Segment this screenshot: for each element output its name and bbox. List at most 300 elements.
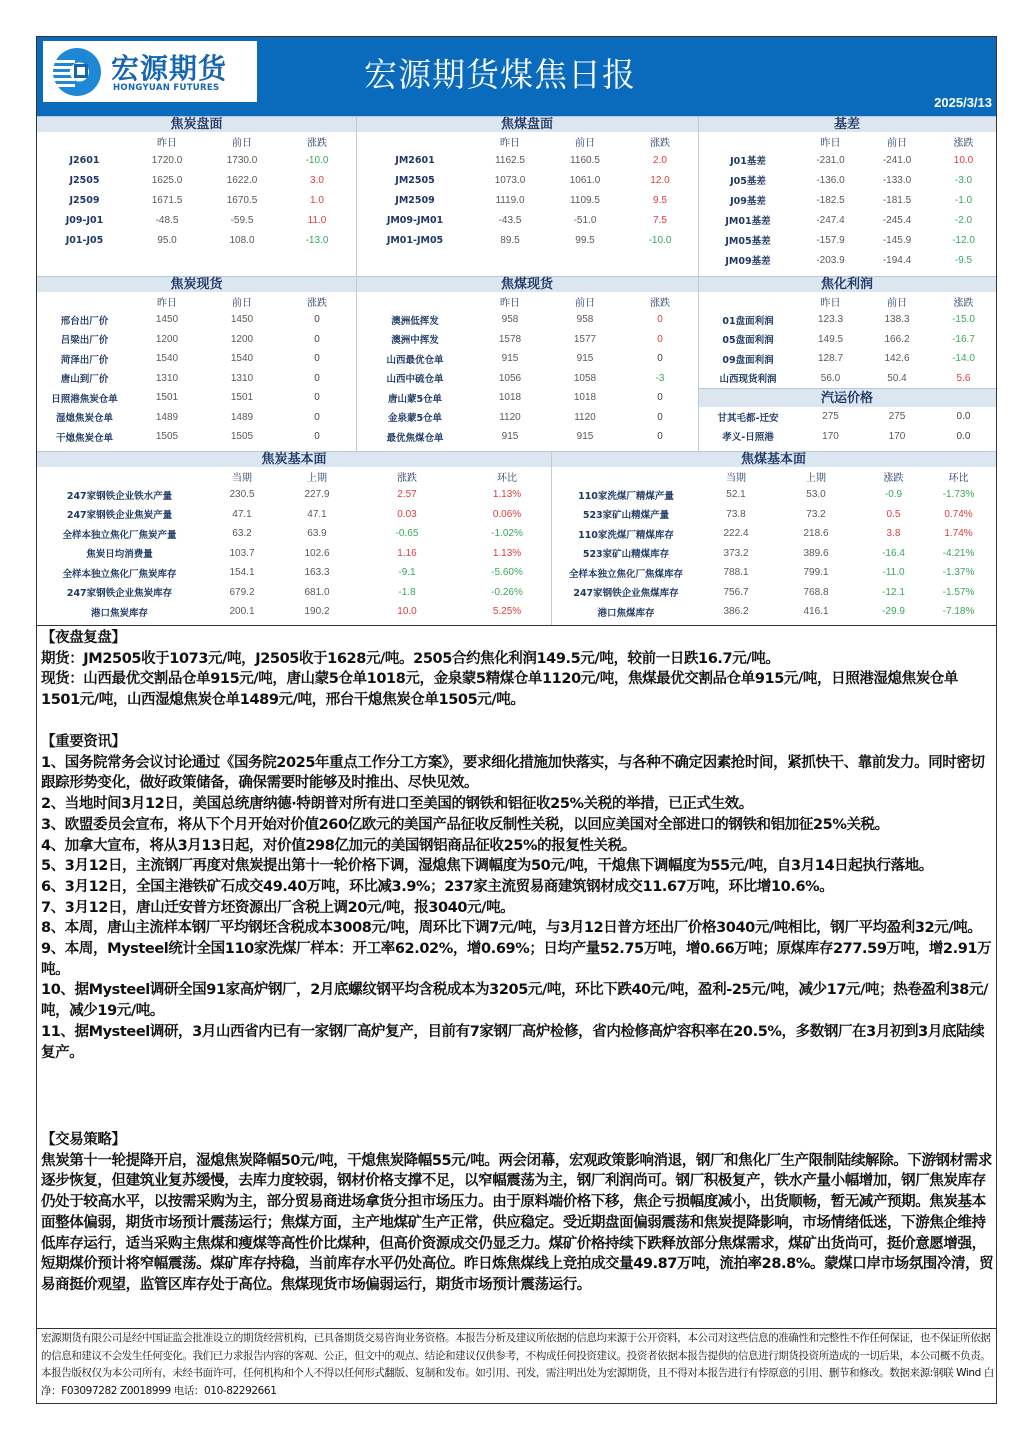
col-header: 前日	[575, 297, 595, 309]
night-review-spot: 现货：山西最优交割品仓单915元/吨，唐山蒙5仓单1018元，金泉蒙5精煤仓单1120元/吨，焦煤最优交割品仓单915元/吨，日照港湿熄焦炭仓单1501元/吨，山西湿熄焦炭仓单1489元/吨，邢台干熄焦炭仓单1505元/吨。	[41, 671, 959, 709]
cell-value: 3.0	[310, 174, 324, 186]
table-row	[356, 170, 698, 190]
row-label: 唐山到厂价	[60, 374, 109, 386]
news-item: 4、加拿大宣布，将从3月13日起，对价值298亿加元的美国钢铝商品征收25%的报复性关税。	[41, 837, 636, 854]
night-review-futures: 期货：JM2505收于1073元/吨，J2505收于1628元/吨。2505合约焦化利润149.5元/吨，较前一日跌16.7元/吨。	[41, 650, 780, 667]
cell-value: -0.65	[395, 528, 419, 540]
cell-value: 0	[657, 411, 663, 423]
col-header: 昨日	[500, 297, 520, 309]
section-title: 【交易策略】	[41, 1132, 126, 1148]
cell-value: 1200	[230, 333, 254, 345]
cell-value: -5.60%	[491, 567, 523, 579]
cell-value: -1.37%	[942, 567, 975, 579]
cell-value: -203.9	[816, 254, 845, 266]
cell-value: -3.0	[954, 174, 973, 186]
section-title: 【重要资讯】	[41, 734, 126, 750]
row-label: J09基差	[730, 196, 766, 207]
coal-fundamentals-panel	[551, 451, 996, 622]
cell-value: 1018	[573, 392, 597, 404]
row-label: 唐山蒙5仓单	[387, 393, 443, 405]
cell-value: 1162.5	[495, 154, 525, 166]
report-header	[37, 37, 996, 113]
cell-value: 0	[314, 392, 320, 404]
cell-value: 1540	[230, 353, 254, 365]
panel-title: 汽运价格	[698, 388, 996, 407]
cell-value: 799.1	[803, 567, 829, 579]
table-row	[356, 369, 698, 389]
news-item: 7、3月12日，唐山迁安普方坯资源出厂含税上调20元/吨，报3040元/吨。	[41, 899, 515, 916]
cell-value: 275	[888, 411, 906, 423]
cell-value: 1501	[230, 392, 254, 404]
cell-value: 123.3	[817, 314, 844, 326]
row-label: J2505	[69, 174, 100, 186]
cell-value: 1018	[498, 392, 522, 404]
row-label: JM2505	[395, 174, 435, 186]
table-row	[37, 190, 356, 210]
cell-value: 142.6	[884, 353, 910, 365]
cell-value: -2.0	[954, 214, 973, 226]
table-row	[356, 210, 698, 230]
col-header: 昨日	[820, 137, 841, 149]
table-row	[551, 544, 996, 564]
row-label: 最优焦煤仓单	[386, 432, 444, 444]
cell-value: 63.9	[307, 528, 327, 540]
row-label: 523家矿山精煤库存	[582, 549, 670, 561]
row-label: 湿熄焦炭仓单	[55, 413, 113, 425]
news-item: 1、国务院常务会议讨论通过《国务院2025年重点工作分工方案》，要求细化措施加快落实，与各种不确定因素抢时间，紧抓快干、靠前发力。同时密切跟踪形势变化，做好政策储备，确保需要时能够及时推出、尽快见效。	[41, 754, 985, 792]
row-label: 干熄焦炭仓单	[55, 432, 113, 444]
table-row	[37, 210, 356, 230]
row-label: 247家钢铁企业焦炭库存	[66, 588, 173, 600]
cell-value: 1061.0	[569, 174, 601, 186]
cell-value: 0	[314, 353, 320, 365]
news-item: 3、欧盟委员会宣布，将从下个月开始对价值260亿欧元的美国产品征收反制性关税，以回应美国对全部进口的钢铁和铝加征25%关税。	[41, 816, 889, 833]
col-header: 当期	[726, 472, 746, 484]
table-row	[356, 310, 698, 330]
logo-mark-icon	[53, 48, 101, 96]
col-header: 上期	[806, 472, 826, 484]
cell-value: 1505	[155, 431, 179, 443]
table-row	[37, 602, 551, 622]
cell-value: 1622.0	[226, 174, 258, 186]
col-header: 前日	[232, 137, 252, 149]
row-label: 110家洗煤厂精煤产量	[578, 490, 674, 502]
cell-value: -43.5	[498, 214, 522, 226]
news-item: 2、当地时间3月12日，美国总统唐纳德·特朗普对所有进口至美国的钢铁和铝征收25%关税的举措，已正式生效。	[41, 796, 753, 813]
cell-value: 103.7	[229, 547, 255, 559]
panel-title: 焦炭现货	[37, 276, 356, 292]
cell-value: 0	[657, 314, 663, 326]
table-row	[698, 407, 996, 427]
table-row	[356, 330, 698, 350]
row-label: 澳洲低挥发	[391, 315, 439, 327]
cell-value: 0	[657, 392, 663, 404]
cell-value: -48.5	[155, 214, 179, 226]
cell-value: 1119.0	[495, 194, 525, 206]
cell-value: 89.5	[500, 234, 520, 246]
row-label: 523家矿山精煤产量	[582, 510, 670, 522]
cell-value: 373.2	[723, 547, 749, 559]
col-header: 涨跌	[307, 137, 327, 149]
panel-title: 焦炭基本面	[37, 451, 551, 467]
table-row	[37, 427, 356, 447]
news-item: 6、3月12日，全国主港铁矿石成交49.40万吨，环比减3.9%；237家主流贸易商建筑钢材成交11.67万吨，环比增10.6%。	[41, 878, 834, 895]
cell-value: -231.0	[816, 154, 845, 166]
cell-value: 11.0	[307, 214, 327, 226]
table-row	[37, 369, 356, 389]
cell-value: -16.7	[952, 333, 975, 345]
disclaimer	[41, 1330, 994, 1400]
cell-value: 0	[314, 333, 320, 345]
col-header: 昨日	[820, 297, 841, 309]
cell-value: 915	[501, 353, 519, 365]
cell-value: -181.5	[882, 194, 912, 206]
cell-value: 190.2	[304, 606, 330, 618]
disclaimer-divider	[37, 1328, 996, 1329]
cell-value: 230.5	[229, 489, 255, 501]
cell-value: -145.9	[882, 234, 912, 246]
cell-value: 95.0	[157, 234, 177, 246]
cell-value: -12.0	[952, 234, 975, 246]
row-label: J09-J01	[65, 214, 104, 226]
cell-value: -15.0	[952, 314, 975, 326]
cell-value: 416.1	[803, 606, 829, 618]
table-row	[698, 427, 996, 447]
cell-value: 10.0	[397, 606, 417, 618]
cell-value: 1160.5	[570, 154, 600, 166]
cell-value: -241.0	[882, 154, 912, 166]
col-header: 昨日	[157, 137, 177, 149]
cell-value: 128.7	[817, 353, 844, 365]
night-review-section	[41, 628, 994, 711]
table-row	[698, 190, 996, 210]
cell-value: 1730.0	[226, 154, 258, 166]
cell-value: 1578	[498, 333, 522, 345]
col-header: 昨日	[500, 137, 520, 149]
cell-value: 47.1	[307, 508, 327, 520]
table-row	[698, 330, 996, 350]
row-label: J2601	[69, 154, 100, 166]
cell-value: -182.5	[816, 194, 845, 206]
coal-futures-panel	[356, 116, 698, 250]
panel-title: 焦化利润	[698, 276, 996, 292]
row-label: 菏泽出厂价	[60, 354, 109, 366]
cell-value: 9.5	[653, 194, 667, 206]
table-row	[356, 427, 698, 447]
cell-value: 1.0	[310, 194, 324, 206]
row-label: 邢台出厂价	[60, 315, 109, 327]
cell-value: 99.5	[575, 234, 595, 246]
cell-value: 958	[501, 314, 519, 326]
cell-value: -16.4	[882, 547, 905, 559]
cell-value: 386.2	[723, 606, 749, 618]
col-header: 涨跌	[307, 297, 327, 309]
cell-value: 50.4	[887, 372, 907, 384]
cell-value: -157.9	[816, 234, 845, 246]
cell-value: 5.6	[956, 372, 971, 384]
cell-value: 52.1	[726, 489, 746, 501]
cell-value: 681.0	[304, 586, 330, 598]
row-label: 焦炭日均消费量	[86, 549, 153, 561]
cell-value: -59.5	[230, 214, 254, 226]
cell-value: -10.0	[305, 154, 329, 166]
cell-value: 915	[576, 431, 594, 443]
row-label: JM05基差	[725, 236, 771, 247]
cell-value: 1310	[230, 372, 254, 384]
cell-value: -0.9	[884, 489, 903, 501]
row-label: 全样本独立焦化厂焦炭库存	[62, 568, 177, 580]
panel-title: 焦煤基本面	[551, 451, 996, 467]
table-row	[551, 524, 996, 544]
cell-value: 788.1	[723, 567, 749, 579]
cell-value: -133.0	[882, 174, 912, 186]
cell-value: 1671.5	[151, 194, 183, 206]
coal-spot-panel	[356, 276, 698, 447]
cell-value: 1670.5	[226, 194, 258, 206]
cell-value: 0.5	[886, 508, 901, 520]
table-row	[551, 583, 996, 603]
cell-value: 0	[314, 314, 320, 326]
cell-value: 958	[576, 314, 594, 326]
coke-futures-panel	[37, 116, 356, 250]
cell-value: 102.6	[304, 547, 330, 559]
table-row	[698, 150, 996, 170]
cell-value: 768.8	[803, 586, 829, 598]
cell-value: -14.0	[952, 353, 975, 365]
table-row	[37, 563, 551, 583]
table-row	[37, 485, 551, 505]
cell-value: 56.0	[820, 372, 841, 384]
cell-value: -9.1	[398, 567, 416, 579]
cell-value: -29.9	[882, 606, 905, 618]
table-row	[698, 230, 996, 250]
row-label: JM09基差	[725, 256, 771, 267]
row-label: JM01基差	[725, 216, 771, 227]
cell-value: 10.0	[953, 154, 974, 166]
row-label: 01盘面利润	[722, 315, 774, 327]
cell-value: 200.1	[229, 606, 255, 618]
panel-title: 焦煤现货	[356, 276, 698, 292]
cell-value: 1489	[155, 411, 179, 423]
table-row	[37, 230, 356, 250]
row-label: JM09-JM01	[386, 214, 444, 226]
cell-value: -10.0	[648, 234, 672, 246]
cell-value: 1109.5	[570, 194, 600, 206]
cell-value: 1.16	[397, 547, 417, 559]
logo-cn-text: 宏源期货	[111, 52, 228, 85]
row-label: J2509	[69, 194, 100, 206]
col-header: 涨跌	[953, 137, 974, 149]
col-header: 前日	[575, 137, 595, 149]
table-row	[698, 369, 996, 389]
panel-title: 焦炭盘面	[37, 116, 356, 132]
row-label: J01-J05	[65, 234, 104, 246]
table-row	[37, 349, 356, 369]
report-date: 2025/3/13	[934, 95, 992, 110]
col-header: 当期	[232, 472, 252, 484]
cell-value: 0.74%	[944, 508, 973, 520]
row-label: 港口焦煤库存	[597, 607, 655, 619]
cell-value: 1489	[230, 411, 254, 423]
cell-value: -11.0	[882, 567, 905, 579]
disclaimer-text: 宏源期货有限公司是经中国证监会批准设立的期货经营机构，已具备期货交易咨询业务资格。本报告分析及建议所依据的信息均来源于公开资料，本公司对这些信息的准确性和完整性不作任何保证，也不保证所依据的信息和建议不会发生任何变化。我们已力求报告内容的客观、公正，但文中的观点、结论和建议仅供参考，不构成任何投资建议。投资者依据本报告提供的信息进行期货投资所造成的一切后果，本公司概不负责。	[41, 1332, 991, 1362]
cell-value: -194.4	[882, 254, 912, 266]
cell-value: 915	[501, 431, 519, 443]
cell-value: 0.0	[956, 430, 971, 442]
cell-value: 1.13%	[492, 489, 522, 501]
coke-fundamentals-panel	[37, 451, 551, 622]
table-row	[551, 563, 996, 583]
table-row	[551, 602, 996, 622]
cell-value: 170	[822, 430, 839, 442]
row-label: 澳洲中挥发	[391, 335, 439, 347]
row-label: 247家钢铁企业焦煤库存	[573, 588, 679, 600]
report-page	[36, 36, 997, 1404]
col-header: 涨跌	[650, 297, 670, 309]
cell-value: 0.0	[956, 411, 971, 423]
cell-value: 1120	[499, 411, 521, 423]
cell-value: 756.7	[723, 586, 749, 598]
row-label: JM2509	[395, 194, 435, 206]
col-header: 上期	[307, 472, 327, 484]
cell-value: 0	[657, 333, 663, 345]
cell-value: 0.06%	[492, 508, 522, 520]
row-label: 全样本独立焦化厂焦炭产量	[62, 529, 177, 541]
table-row	[698, 310, 996, 330]
table-row	[698, 349, 996, 369]
row-label: 247家钢铁企业铁水产量	[66, 490, 173, 502]
table-row	[37, 544, 551, 564]
row-label: 港口焦炭库存	[90, 607, 148, 619]
news-item: 10、据Mysteel调研全国91家高炉钢厂，2月底螺纹钢平均含税成本为3205元/吨，环比下跌40元/吨，盈利-25元/吨，减少17元/吨；热卷盈利38元/吨，减少19元/吨。	[41, 982, 988, 1020]
cell-value: 275	[822, 411, 839, 423]
copyright-text: 本报告版权仅为本公司所有，未经书面许可，任何机构和个人不得以任何形式翻版、复制和发布。如引用、刊发，需注明出处为宏源期货，且不得对本报告进行有悖原意的引用、删节和修改。数据来源:钢联 Wind 白净：F03097282 Z0018999 电话：010-82292661	[41, 1367, 994, 1397]
cell-value: 218.6	[803, 528, 829, 540]
cell-value: -1.0	[954, 194, 973, 206]
row-label: J05基差	[730, 176, 766, 187]
cell-value: 0	[314, 431, 320, 443]
row-label: 全样本独立焦化厂焦煤库存	[568, 568, 683, 580]
table-row	[37, 310, 356, 330]
table-row	[37, 170, 356, 190]
table-row	[356, 388, 698, 408]
cell-value: 2.57	[397, 489, 417, 501]
cell-value: 1505	[230, 431, 254, 443]
coking-profit-panel	[698, 276, 996, 446]
cell-value: 1625.0	[151, 174, 183, 186]
row-label: 247家钢铁企业焦炭产量	[66, 510, 173, 522]
cell-value: 389.6	[803, 547, 829, 559]
report-title: 宏源期货煤焦日报	[364, 55, 636, 94]
cell-value: 1.74%	[944, 528, 973, 540]
row-label: JM2601	[395, 154, 435, 166]
table-row	[356, 408, 698, 428]
section-title: 【夜盘复盘】	[41, 630, 126, 646]
cell-value: 149.5	[817, 333, 844, 345]
cell-value: 0	[314, 372, 320, 384]
table-row	[356, 349, 698, 369]
cell-value: -51.0	[573, 214, 597, 226]
row-label: J01基差	[730, 156, 766, 167]
cell-value: 0	[314, 411, 320, 423]
panel-title: 焦煤盘面	[356, 116, 698, 132]
cell-value: 222.4	[723, 528, 749, 540]
col-header: 前日	[232, 297, 252, 309]
col-header: 前日	[887, 137, 907, 149]
cell-value: -0.26%	[491, 586, 523, 598]
cell-value: -136.0	[816, 174, 845, 186]
table-row	[37, 505, 551, 525]
col-header: 涨跌	[397, 472, 417, 484]
cell-value: -1.8	[398, 586, 416, 598]
news-item: 11、据Mysteel调研，3月山西省内已有一家钢厂高炉复产，目前有7家钢厂高炉检修，省内检修高炉容积率在20.5%，多数钢厂在3月初到3月底陆续复产。	[41, 1023, 985, 1061]
cell-value: 0	[657, 431, 663, 443]
table-row	[37, 524, 551, 544]
row-label: 日照港焦炭仓单	[51, 393, 118, 405]
cell-value: 679.2	[229, 586, 255, 598]
row-label: 山西中硫仓单	[386, 374, 444, 386]
row-label: 山西最优仓单	[386, 354, 444, 366]
cell-value: 47.1	[232, 508, 252, 520]
col-header: 涨跌	[883, 472, 904, 484]
cell-value: 915	[576, 353, 594, 365]
table-row	[356, 150, 698, 170]
cell-value: -1.57%	[942, 586, 975, 598]
cell-value: 73.8	[726, 508, 746, 520]
cell-value: 1056	[498, 372, 522, 384]
cell-value: 53.0	[806, 489, 826, 501]
news-section	[41, 732, 994, 1063]
row-label: JM01-JM05	[386, 234, 444, 246]
cell-value: 73.2	[806, 508, 826, 520]
cell-value: 166.2	[884, 333, 910, 345]
cell-value: -1.73%	[942, 489, 975, 501]
coke-spot-panel	[37, 276, 356, 447]
table-row	[37, 150, 356, 170]
company-logo	[43, 41, 257, 102]
cell-value: 1120	[574, 411, 596, 423]
row-label: 09盘面利润	[722, 354, 774, 366]
cell-value: -245.4	[882, 214, 912, 226]
col-header: 涨跌	[953, 297, 974, 309]
strategy-body: 焦炭第十一轮提降开启，湿熄焦炭降幅50元/吨，干熄焦炭降幅55元/吨。两会闭幕，宏观政策影响消退，钢厂和焦化厂生产限制陆续解除。下游钢材需求逐步恢复，但建筑业复苏缓慢，去库力度较弱，钢材价格支撑不足，以窄幅震荡为主，钢厂利润尚可。钢厂积极复产，铁水产量小幅增加，钢厂焦炭库存仍处于较高水平，以按需采购为主，部分贸易商进场拿货分担市场压力。由于原料端价格下移，焦企亏损幅度减小，出货顺畅，暂无减产预期。焦炭基本面整体偏弱，期货市场预计震荡运行；焦煤方面，主产地煤矿生产正常，供应稳定。受近期盘面偏弱震荡和焦炭提降影响，市场情绪低迷，下游焦企维持低库存运行，适当采购主焦煤和瘦煤等高性价比煤种，但高价资源成交仍显乏力。煤矿价格持续下跌释放部分焦煤需求，煤矿出货尚可，挺价意愿增强，短期煤价预计将窄幅震荡。煤矿库存持稳，当前库存水平仍处高位。昨日炼焦煤线上竞拍成交量49.87万吨，流拍率28.8%。蒙煤口岸市场氛围冷清，贸易商挺价观望，监管区库存处于高位。焦煤现货市场偏弱运行，期货市场预计震荡运行。	[41, 1152, 994, 1293]
cell-value: 7.5	[653, 214, 667, 226]
cell-value: 163.3	[304, 567, 330, 579]
cell-value: 1200	[155, 333, 179, 345]
row-label: 甘其毛都-迁安	[717, 412, 779, 424]
row-label: 吕梁出厂价	[60, 335, 109, 347]
cell-value: -12.1	[882, 586, 905, 598]
cell-value: 154.1	[229, 567, 255, 579]
table-row	[37, 330, 356, 350]
col-header: 前日	[887, 297, 907, 309]
col-header: 涨跌	[650, 137, 670, 149]
table-row	[356, 230, 698, 250]
cell-value: 1450	[230, 314, 254, 326]
cell-value: 1450	[155, 314, 179, 326]
col-header: 环比	[948, 472, 969, 484]
cell-value: 1720.0	[151, 154, 183, 166]
row-label: 05盘面利润	[722, 335, 774, 347]
cell-value: -1.02%	[491, 528, 523, 540]
panel-title: 基差	[698, 116, 996, 132]
cell-value: 170	[888, 430, 906, 442]
cell-value: 227.9	[304, 489, 330, 501]
table-row	[37, 583, 551, 603]
row-label: 孝义-日照港	[722, 432, 774, 444]
table-row	[698, 170, 996, 190]
cell-value: 1073.0	[494, 174, 526, 186]
